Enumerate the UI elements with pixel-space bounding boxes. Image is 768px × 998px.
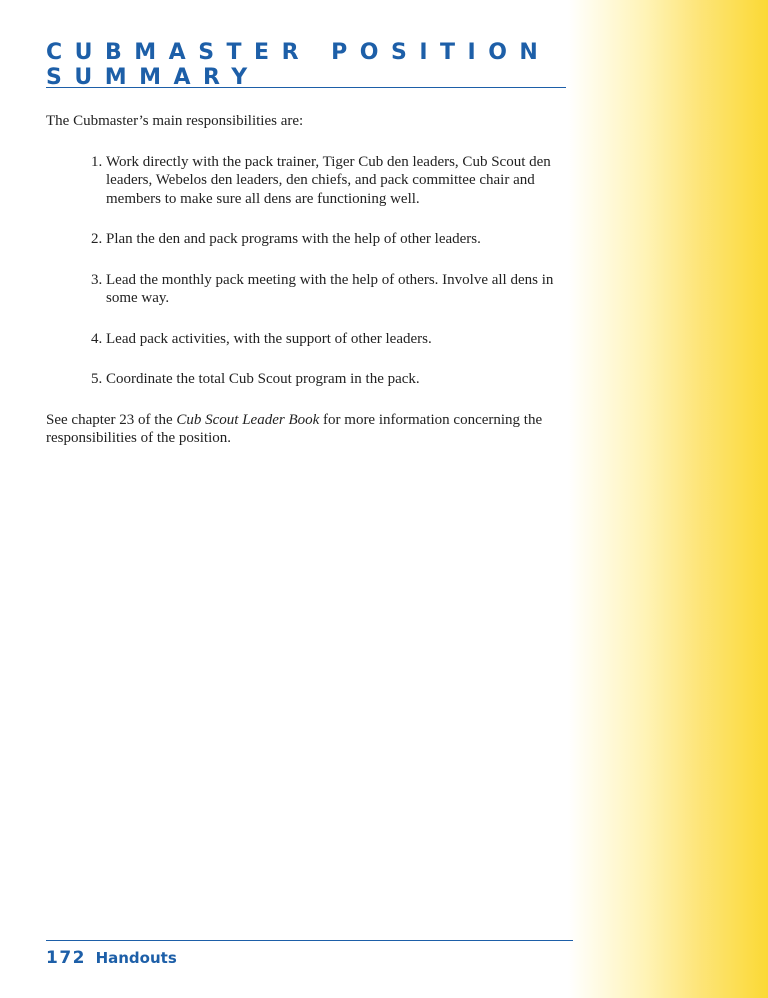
responsibility-item: 1. Work directly with the pack trainer, Tiger Cub den leaders, Cub Scout den leaders, Webelos den leaders, den chiefs, and pack committee chair and members to make sure all dens are functioning well. xyxy=(106,153,566,209)
responsibility-item: 5. Coordinate the total Cub Scout program in the pack. xyxy=(106,370,566,389)
responsibility-item: 2. Plan the den and pack programs with the help of other leaders. xyxy=(106,230,566,249)
yellow-side-band xyxy=(568,0,768,998)
responsibility-item: 3. Lead the monthly pack meeting with the help of others. Involve all dens in some way. xyxy=(106,271,566,308)
responsibilities-list xyxy=(46,153,566,389)
page-body xyxy=(46,112,566,448)
page-title: CUBMASTER POSITION SUMMARY xyxy=(46,40,551,90)
page-footer xyxy=(46,948,177,968)
page-number: 172 xyxy=(46,948,86,968)
closing-text-after: for more information concerning the responsibilities of the position. xyxy=(46,411,543,446)
footer-section-label: Handouts xyxy=(95,949,177,967)
book-title: Cub Scout Leader Book xyxy=(176,411,320,428)
title-divider xyxy=(46,87,566,88)
responsibility-item: 4. Lead pack activities, with the support of other leaders. xyxy=(106,330,566,349)
closing-paragraph xyxy=(46,411,566,448)
footer-divider xyxy=(46,940,573,941)
intro-text: The Cubmaster’s main responsibilities are: xyxy=(46,113,304,129)
closing-text-before: See chapter 23 of the xyxy=(46,411,177,428)
